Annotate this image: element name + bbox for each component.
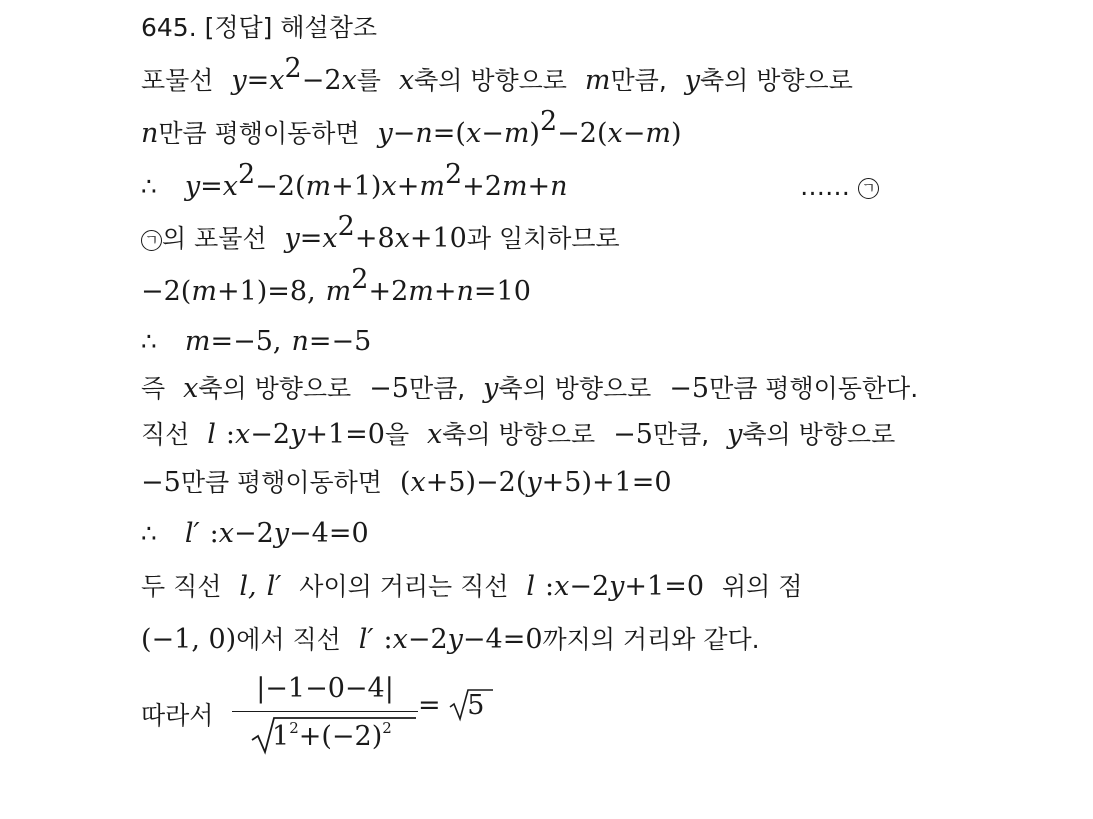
text: 과 일치하므로: [466, 224, 620, 253]
text: 사이의 거리는 직선: [299, 572, 509, 601]
math: m: [503, 118, 530, 149]
text: 축의 방향으로: [742, 420, 896, 449]
math: y: [273, 518, 290, 549]
math: x: [183, 373, 199, 404]
math: −: [622, 118, 646, 149]
sqrt-five: [449, 689, 484, 723]
text: 을: [384, 420, 410, 449]
math: +2: [462, 171, 502, 202]
math: +1): [331, 171, 382, 202]
solution-line-7: [141, 374, 918, 404]
text: 만큼 평행이동하면: [180, 468, 382, 497]
math: x: [394, 223, 410, 254]
text: 축의 방향으로: [442, 420, 596, 449]
math: l: [207, 419, 216, 450]
text: 위의 점: [721, 572, 803, 601]
circled-giyeok-marker: [141, 230, 162, 251]
exponent: 2: [444, 159, 463, 190]
math: +5)−2(: [425, 467, 527, 498]
math: +(−2): [298, 721, 383, 752]
math: +1)=8,: [216, 276, 316, 307]
exponent: 2: [237, 159, 256, 190]
math: +1=0: [305, 419, 385, 450]
math: −4=0: [289, 518, 369, 549]
answer-tag: [정답]: [204, 13, 273, 42]
exponent: 2: [382, 719, 392, 737]
math: m: [191, 276, 217, 307]
math: −2: [250, 419, 291, 450]
fraction-numerator: [232, 672, 418, 706]
math: m: [584, 65, 611, 96]
math: :: [383, 624, 393, 655]
math: l,: [239, 571, 257, 602]
math: l′: [266, 571, 282, 602]
math: −: [481, 118, 504, 149]
math: −2: [233, 518, 274, 549]
marker-glyph: ㄱ: [144, 231, 159, 249]
math: ): [529, 118, 540, 149]
math: +: [396, 171, 420, 202]
math: :: [225, 419, 236, 450]
math: :: [209, 518, 219, 549]
solution-line-5: [141, 264, 531, 307]
math: n: [415, 118, 433, 149]
text: 따라서: [141, 701, 214, 730]
math: =: [418, 690, 441, 721]
exponent: 2: [289, 719, 299, 737]
text: 즉: [141, 374, 166, 403]
math: x: [218, 518, 234, 549]
math: +1=0: [624, 571, 705, 602]
text: 만큼 평행이동하면: [158, 119, 360, 148]
equation-label: [800, 172, 879, 202]
math: x: [381, 171, 397, 202]
solution-line-11: [141, 572, 802, 602]
math: y: [377, 118, 393, 149]
text: 축의 방향으로: [498, 374, 652, 403]
text: 만큼,: [610, 66, 667, 95]
math: y: [609, 571, 625, 602]
solution-line-3: [141, 159, 568, 202]
radical-sign-icon: [449, 687, 495, 723]
math: n: [550, 171, 568, 202]
text: 만큼,: [408, 374, 466, 403]
math: x: [235, 419, 251, 450]
math: y: [231, 65, 247, 96]
math: x: [398, 65, 415, 96]
math: −2: [569, 571, 610, 602]
math: l: [526, 571, 535, 602]
math: :: [545, 571, 555, 602]
math: x: [465, 118, 482, 149]
math: x: [554, 571, 570, 602]
math: +8: [354, 223, 395, 254]
math: +2: [368, 276, 409, 307]
math: −2(: [557, 118, 608, 149]
math: −: [392, 118, 416, 149]
math: +5)+1=0: [541, 467, 672, 498]
math: m: [325, 276, 352, 307]
circled-giyeok-marker: [858, 178, 879, 199]
math: (: [399, 467, 411, 498]
math: x: [410, 467, 426, 498]
problem-heading: [141, 13, 377, 43]
math: m: [184, 326, 211, 357]
math: 1: [272, 721, 290, 752]
solution-line-6: [141, 327, 371, 357]
math: −5: [141, 467, 181, 498]
math: +10: [409, 223, 467, 254]
math: y: [526, 467, 542, 498]
math: y: [727, 419, 743, 450]
math: x: [322, 223, 338, 254]
math: y: [284, 223, 300, 254]
math: =−5,: [210, 326, 282, 357]
math: l′: [358, 624, 374, 655]
solution-line-13: [141, 701, 213, 731]
text: 축의 방향으로: [414, 66, 567, 95]
math: y: [447, 624, 463, 655]
math: =(: [432, 118, 466, 149]
math: =: [246, 65, 270, 96]
solution-line-10: [141, 519, 369, 549]
math: x: [222, 171, 238, 202]
text: 축의 방향으로: [198, 374, 352, 403]
math: (−1, 0): [141, 624, 237, 655]
text: 포물선: [141, 66, 214, 95]
math: ): [670, 118, 682, 149]
marker-glyph: ㄱ: [861, 179, 876, 197]
math: m: [408, 276, 434, 307]
math: x: [392, 624, 408, 655]
text: 만큼,: [652, 420, 710, 449]
math: +: [527, 171, 551, 202]
fraction-result: [418, 689, 484, 723]
math: y: [684, 65, 700, 96]
math: y: [290, 419, 306, 450]
math: =−5: [308, 326, 372, 357]
therefore-symbol: ∴: [141, 172, 157, 201]
math: m: [645, 118, 671, 149]
math: m: [419, 171, 445, 202]
math: −2(: [141, 276, 192, 307]
solution-line-9: [141, 468, 672, 498]
math: l′: [184, 518, 200, 549]
math: y: [184, 171, 201, 202]
numerator-text: |−1−0−4|: [256, 673, 394, 704]
text: 에서 직선: [236, 625, 341, 654]
therefore-symbol: ∴: [141, 327, 157, 356]
math: x: [607, 118, 623, 149]
text: 축의 방향으로: [700, 66, 853, 95]
math: m: [305, 171, 332, 202]
exponent: 2: [284, 53, 302, 84]
solution-line-12: [141, 625, 760, 655]
text: 두 직선: [141, 572, 222, 601]
text: 직선: [141, 420, 190, 449]
math: −5: [669, 373, 710, 404]
math: =: [200, 171, 223, 202]
math: m: [501, 171, 528, 202]
math: −2: [301, 65, 342, 96]
math: −5: [613, 419, 653, 450]
fraction-bar: [232, 711, 418, 712]
exponent: 2: [351, 264, 369, 295]
math: n: [141, 118, 159, 149]
solution-line-8: [141, 420, 895, 450]
exponent: 2: [337, 211, 355, 242]
exponent: 2: [539, 106, 558, 137]
fraction-denominator: [250, 714, 418, 756]
math: y: [483, 373, 499, 404]
math: =10: [473, 276, 531, 307]
therefore-symbol: ∴: [141, 519, 157, 548]
solution-line-1: [141, 53, 853, 96]
math: −5: [369, 373, 409, 404]
solution-line-2: [141, 106, 682, 149]
math: n: [456, 276, 474, 307]
text: 를: [356, 66, 381, 95]
solution-line-4: [141, 211, 620, 254]
answer-text: 해설참조: [280, 13, 377, 42]
math: +: [433, 276, 457, 307]
math: x: [341, 65, 357, 96]
math: =: [299, 223, 323, 254]
leader-dots: ……: [800, 172, 850, 201]
problem-number: 645.: [141, 13, 197, 42]
text: 까지의 거리와 같다.: [542, 625, 760, 654]
math: −2(: [255, 171, 306, 202]
text: 의 포물선: [162, 224, 267, 253]
math: 5: [467, 690, 485, 721]
math: −4=0: [462, 624, 543, 655]
math: x: [269, 65, 285, 96]
math: −2: [407, 624, 448, 655]
text: 만큼 평행이동한다.: [709, 374, 919, 403]
math: x: [427, 419, 443, 450]
math: n: [291, 326, 309, 357]
